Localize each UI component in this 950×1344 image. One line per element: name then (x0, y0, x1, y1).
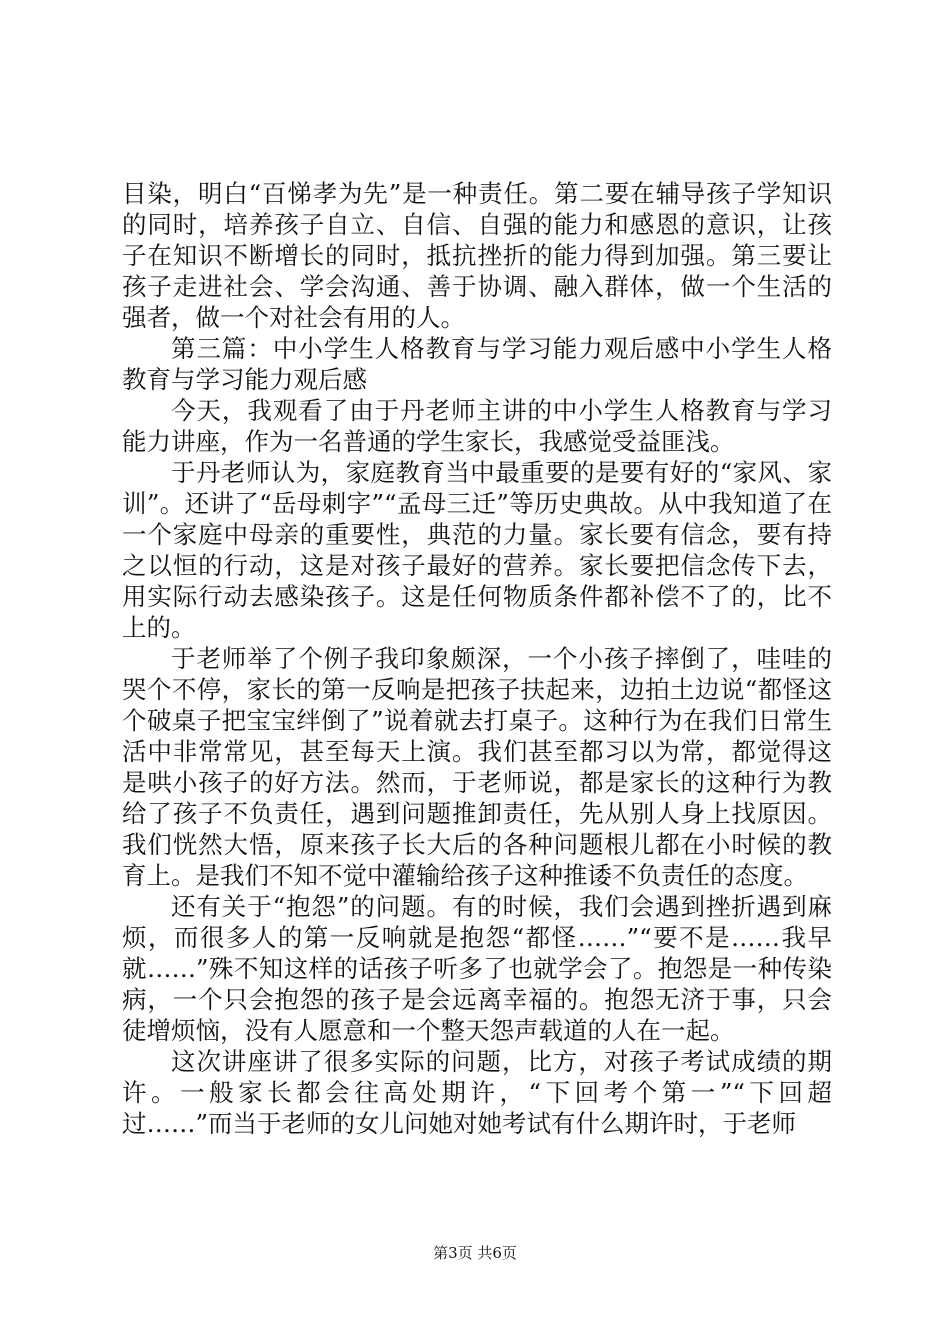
paragraph: 这次讲座讲了很多实际的问题，比方，对孩子考试成绩的期许。一般家长都会往高处期许，“下回考个第一”“下回超过……”而当于老师的女儿问她对她考试有什么期许时，于老师 (122, 1047, 832, 1138)
page-number-footer: 第3页 共6页 (433, 1244, 517, 1262)
paragraph: 于老师举了个例子我印象颇深，一个小孩子摔倒了，哇哇的哭个不停，家长的第一反响是把孩子扶起来，边拍土边说“都怪这个破桌子把宝宝绊倒了”说着就去打桌子。这种行为在我们日常生活中非常常见，甚至每天上演。我们甚至都习以为常，都觉得这是哄小孩子的好方法。然而，于老师说，都是家长的这种行为教给了孩子不负责任，遇到问题推卸责任，先从别人身上找原因。我们恍然大悟，原来孩子长大后的各种问题根儿都在小时候的教育上。是我们不知不觉中灌输给孩子这种推诿不负责任的态度。 (122, 644, 832, 890)
paragraph: 今天，我观看了由于丹老师主讲的中小学生人格教育与学习能力讲座，作为一名普通的学生家长，我感觉受益匪浅。 (122, 396, 832, 456)
paragraph: 目染，明白“百悌孝为先”是一种责任。第二要在辅导孩子学知识的同时，培养孩子自立、自信、自强的能力和感恩的意识，让孩子在知识不断增长的同时，抵抗挫折的能力得到加强。第三要让孩子走进社会、学会沟通、善于协调、融入群体，做一个生活的强者，做一个对社会有用的人。 (122, 179, 832, 332)
body-text (122, 178, 832, 1139)
section-heading: 第三篇：中小学生人格教育与学习能力观后感中小学生人格教育与学习能力观后感 (122, 334, 832, 394)
paragraph: 于丹老师认为，家庭教育当中最重要的是要有好的“家风、家训”。还讲了“岳母刺字”“孟母三迁”等历史典故。从中我知道了在一个家庭中母亲的重要性，典范的力量。家长要有信念，要有持之以恒的行动，这是对孩子最好的营养。家长要把信念传下去，用实际行动去感染孩子。这是任何物质条件都补偿不了的，比不上的。 (122, 458, 832, 642)
paragraph: 还有关于“抱怨”的问题。有的时候，我们会遇到挫折遇到麻烦，而很多人的第一反响就是抱怨“都怪……”“要不是……我早就……”殊不知这样的话孩子听多了也就学会了。抱怨是一种传染病，一个只会抱怨的孩子是会远离幸福的。抱怨无济于事，只会徒增烦恼，没有人愿意和一个整天怨声载道的人在一起。 (122, 892, 832, 1045)
